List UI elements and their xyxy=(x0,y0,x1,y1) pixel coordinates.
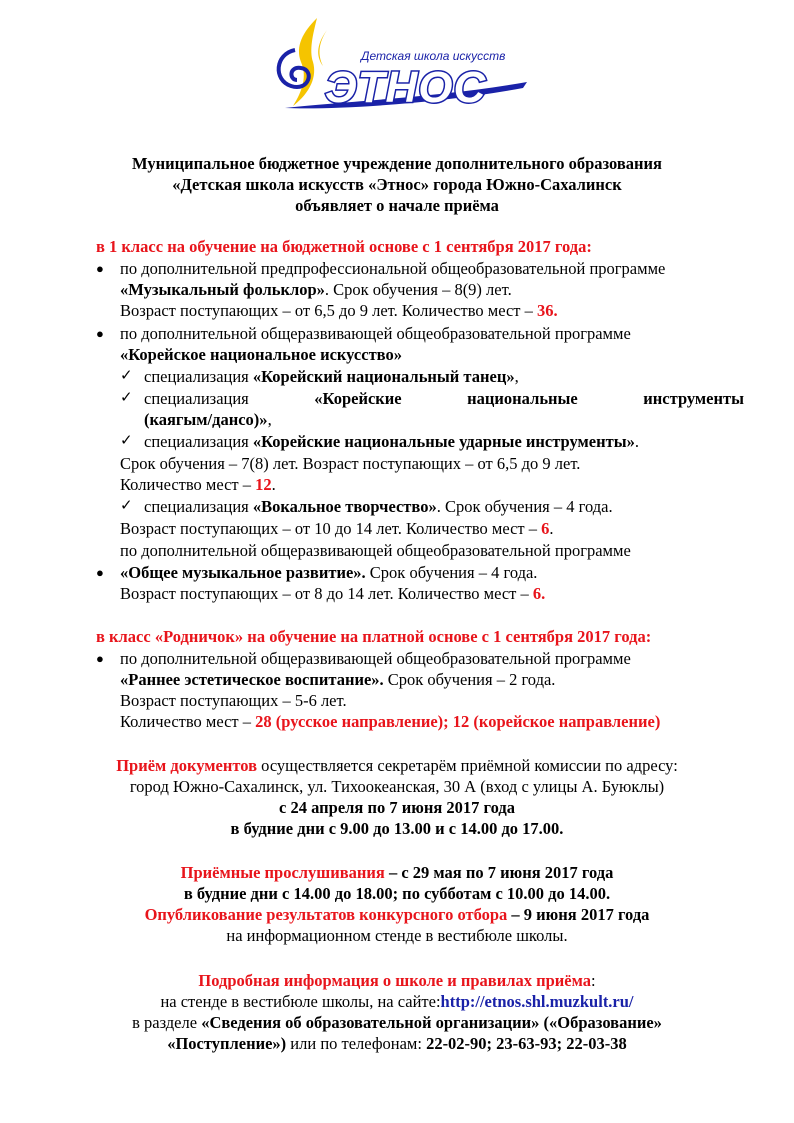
documents-address: город Южно-Сахалинск, ул. Тихоокеанская, 30 А (вход с улицы А. Буюклы) xyxy=(129,777,665,796)
auditions-hours: в будние дни с 14.00 до 18.00; по субботам с 10.00 до 14.00. xyxy=(183,884,611,903)
s1-spec4: специализация «Вокальное творчество». Срок обучения – 4 года. xyxy=(144,497,613,516)
website-link[interactable]: http://etnos.shl.muzkult.ru/ xyxy=(440,992,634,1011)
s1-item1-line3: Возраст поступающих – от 6,5 до 9 лет. Количество мест – 36. xyxy=(120,301,558,320)
s2-age: Возраст поступающих – 5-6 лет. xyxy=(120,691,347,710)
header-line-3: объявляет о начале приёма xyxy=(295,196,499,215)
logo-title: ЭТНОС xyxy=(325,63,487,112)
documents-hours: в будние дни с 9.00 до 13.00 и с 14.00 до 17.00. xyxy=(230,819,564,838)
s1-item1-line2: «Музыкальный фольклор». Срок обучения – 8(9) лет. xyxy=(120,280,512,299)
bullet-icon: ● xyxy=(96,326,104,341)
logo-subtitle: Детская школа искусств xyxy=(361,49,506,63)
s1-item2-places: Количество мест – 12. xyxy=(120,475,276,494)
documents-dates: с 24 апреля по 7 июня 2017 года xyxy=(279,798,515,817)
s1-item2-terms: Срок обучения – 7(8) лет. Возраст поступающих – от 6,5 до 9 лет. xyxy=(120,454,581,473)
s1-spec3: специализация «Корейские национальные ударные инструменты». xyxy=(144,432,639,451)
etnos-logo xyxy=(255,10,535,120)
s1-item2-line1: по дополнительной общеразвивающей общеобразовательной программе xyxy=(120,324,631,343)
header-line-2: «Детская школа искусств «Этнос» города Южно-Сахалинск xyxy=(172,175,622,194)
s1-item3-pre: по дополнительной общеразвивающей общеобразовательной программе xyxy=(120,541,631,560)
bullet-icon: ● xyxy=(96,565,104,580)
s2-program: «Раннее эстетическое воспитание». Срок обучения – 2 года. xyxy=(120,670,556,689)
s2-places: Количество мест – 28 (русское направление); 12 (корейское направление) xyxy=(120,712,661,731)
s1-spec1: специализация «Корейский национальный танец», xyxy=(144,367,519,386)
section1-title: в 1 класс на обучение на бюджетной основе с 1 сентября 2017 года: xyxy=(96,237,592,256)
info-line-4: «Поступление») или по телефонам: 22-02-90; 23-63-93; 22-03-38 xyxy=(167,1034,627,1053)
bullet-icon: ● xyxy=(96,651,104,666)
s1-item1-line1: по дополнительной предпрофессиональной общеобразовательной программе xyxy=(120,259,666,278)
logo-flame-2 xyxy=(318,30,327,66)
s1-spec2-cont: (каягым/дансо)», xyxy=(144,410,272,429)
info-line-3: в разделе «Сведения об образовательной организации» («Образование» xyxy=(132,1013,662,1032)
s2-line1: по дополнительной общеразвивающей общеобразовательной программе xyxy=(120,649,631,668)
section2-title: в класс «Родничок» на обучение на платной основе с 1 сентября 2017 года: xyxy=(96,627,652,646)
s1-item3-program: «Общее музыкальное развитие». Срок обучения – 4 года. xyxy=(120,563,538,582)
s1-spec2: специализация «Корейские национальные инструменты xyxy=(144,389,744,408)
auditions-line-1: Приёмные прослушивания – с 29 мая по 7 июня 2017 года xyxy=(180,863,614,882)
bullet-icon: ● xyxy=(96,261,104,276)
checkmark-icon: ✓ xyxy=(120,498,133,514)
logo-flame xyxy=(293,18,317,106)
results-where: на информационном стенде в вестибюле школы. xyxy=(226,926,568,945)
results-line-1: Опубликование результатов конкурсного отбора – 9 июня 2017 года xyxy=(144,905,650,924)
checkmark-icon: ✓ xyxy=(120,368,133,384)
s1-item2-program: «Корейское национальное искусство» xyxy=(120,345,402,364)
s1-spec4-age: Возраст поступающих – от 10 до 14 лет. Количество мест – 6. xyxy=(120,519,554,538)
info-line-1: Подробная информация о школе и правилах приёма: xyxy=(198,971,596,990)
info-line-2: на стенде в вестибюле школы, на сайте:http://etnos.shl.muzkult.ru/ xyxy=(160,992,634,1011)
s1-item3-age: Возраст поступающих – от 8 до 14 лет. Количество мест – 6. xyxy=(120,584,546,603)
checkmark-icon: ✓ xyxy=(120,390,133,406)
documents-line-1: Приём документов осуществляется секретарём приёмной комиссии по адресу: xyxy=(116,756,678,775)
checkmark-icon: ✓ xyxy=(120,433,133,449)
header-line-1: Муниципальное бюджетное учреждение дополнительного образования xyxy=(132,154,662,173)
